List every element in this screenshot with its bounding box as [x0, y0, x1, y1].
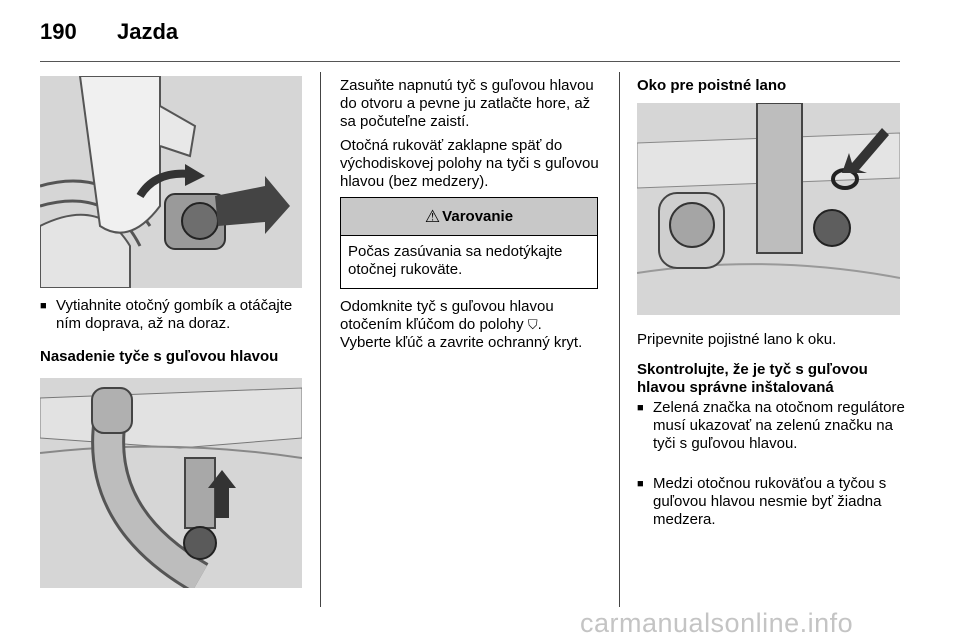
- unlock-line-3: Vyberte kľúč a zavrite ochranný kryt.: [340, 334, 583, 351]
- bullet-no-gap: [637, 475, 905, 529]
- warning-triangle-icon: ⚠: [424, 206, 441, 226]
- lock-position-icon: ⛉: [527, 317, 538, 332]
- towbar-knob-removal-illustration: [40, 76, 302, 288]
- chapter-title: Jazda: [117, 19, 179, 44]
- bullet-text: Medzi otočnou rukoväťou a tyčou s guľovou hlavou nesmie byť žiadna medzera.: [653, 475, 887, 528]
- paragraph-attach-rope: Pripevnite pojistné lano k oku.: [637, 331, 837, 348]
- column-divider-1: [320, 72, 321, 607]
- safety-rope-eye-illustration: [637, 103, 900, 315]
- bullet-square-icon: ■: [40, 300, 47, 312]
- bullet-pull-knob: [40, 297, 310, 333]
- section-heading-insertion: Nasadenie tyče s guľovou hlavou: [40, 348, 279, 365]
- site-watermark: carmanualsonline.info: [580, 608, 854, 638]
- bullet-text: Vytiahnite otočný gombík a otáčajte ním doprava, až na doraz.: [56, 297, 293, 332]
- bullet-text: Zelená značka na otočnom regulátore musí ukazovať na zelenú značku na tyči s guľovou hlavou.: [653, 399, 905, 452]
- paragraph-handle-snap: Otočná rukoväť zaklapne späť do východiskovej polohy na tyči s guľovou hlavou (bez medzery).: [340, 137, 599, 190]
- page-number: 190: [40, 19, 77, 44]
- warning-title: Varovanie: [442, 208, 514, 225]
- bullet-square-icon: ■: [637, 402, 644, 414]
- warning-header: [341, 198, 597, 236]
- unlock-line-2-end: .: [537, 316, 542, 333]
- paragraph-unlock: [340, 298, 610, 352]
- bullet-green-mark: [637, 399, 905, 453]
- unlock-line-1: Odomknite tyč s guľovou hlavou: [340, 298, 554, 315]
- bullet-square-icon: ■: [637, 478, 644, 490]
- unlock-line-2-text: otočením kľúčom do polohy: [340, 316, 524, 333]
- unlock-line-2: [340, 316, 610, 334]
- section-heading-check-installation: Skontrolujte, že je tyč s guľovou hlavou správne inštalovaná: [637, 361, 868, 396]
- warning-box: [340, 197, 598, 289]
- towbar-insertion-illustration: [40, 378, 302, 588]
- header-rule: [40, 61, 900, 62]
- paragraph-insert-bar: Zasuňte napnutú tyč s guľovou hlavou do otvoru a pevne ju zatlačte hore, až sa počuteľne zaistí.: [340, 77, 594, 130]
- column-divider-2: [619, 72, 620, 607]
- warning-text: Počas zasúvania sa nedotýkajte otočnej rukoväte.: [348, 243, 563, 278]
- section-heading-safety-eye: Oko pre poistné lano: [637, 77, 787, 94]
